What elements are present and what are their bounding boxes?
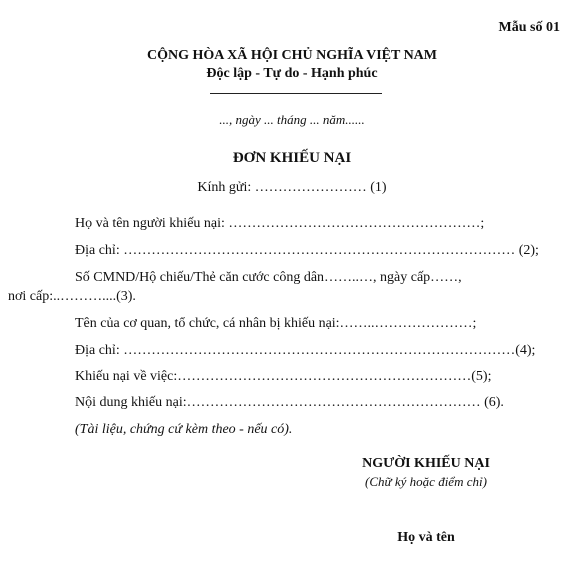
address-line-2: Địa chỉ: …………………………………………………………………………(4); [75,343,536,358]
signature-name-label: Họ và tên [397,530,455,545]
attachments-note: (Tài liệu, chứng cứ kèm theo - nếu có). [75,422,293,437]
complaint-content-line: Nội dung khiếu nại:……………………………………………………… (6). [75,395,504,410]
national-title: CỘNG HÒA XÃ HỘI CHỦ NGHĨA VIỆT NAM [146,48,437,63]
signature-title: NGƯỜI KHIẾU NẠI [362,456,490,471]
address-line-1: Địa chỉ: ………………………………………………………………………… (2); [75,243,539,258]
national-motto: Độc lập - Tự do - Hạnh phúc [206,66,378,81]
complaint-subject-line: Khiếu nại về việc:………………………………………………………(5); [75,369,492,384]
respondent-name-line: Tên của cơ quan, tổ chức, cá nhân bị khiếu nại:……..…………………; [75,316,477,331]
form-code: Mẫu số 01 [498,20,560,35]
complainant-name-line: Họ và tên người khiếu nại: ………………………………………………; [75,216,485,231]
header-divider [210,93,382,94]
document-title: ĐƠN KHIẾU NẠI [232,150,352,166]
id-issue-place-line: nơi cấp:..………....(3). [8,289,136,304]
date-line: ..., ngày ... tháng ... năm...... [219,112,365,127]
recipient-line: Kính gửi: …………………… (1) [197,180,387,195]
signature-note: (Chữ ký hoặc điểm chỉ) [365,474,487,489]
id-document-line: Số CMND/Hộ chiếu/Thẻ căn cước công dân……..…, ngày cấp……, [75,270,462,285]
